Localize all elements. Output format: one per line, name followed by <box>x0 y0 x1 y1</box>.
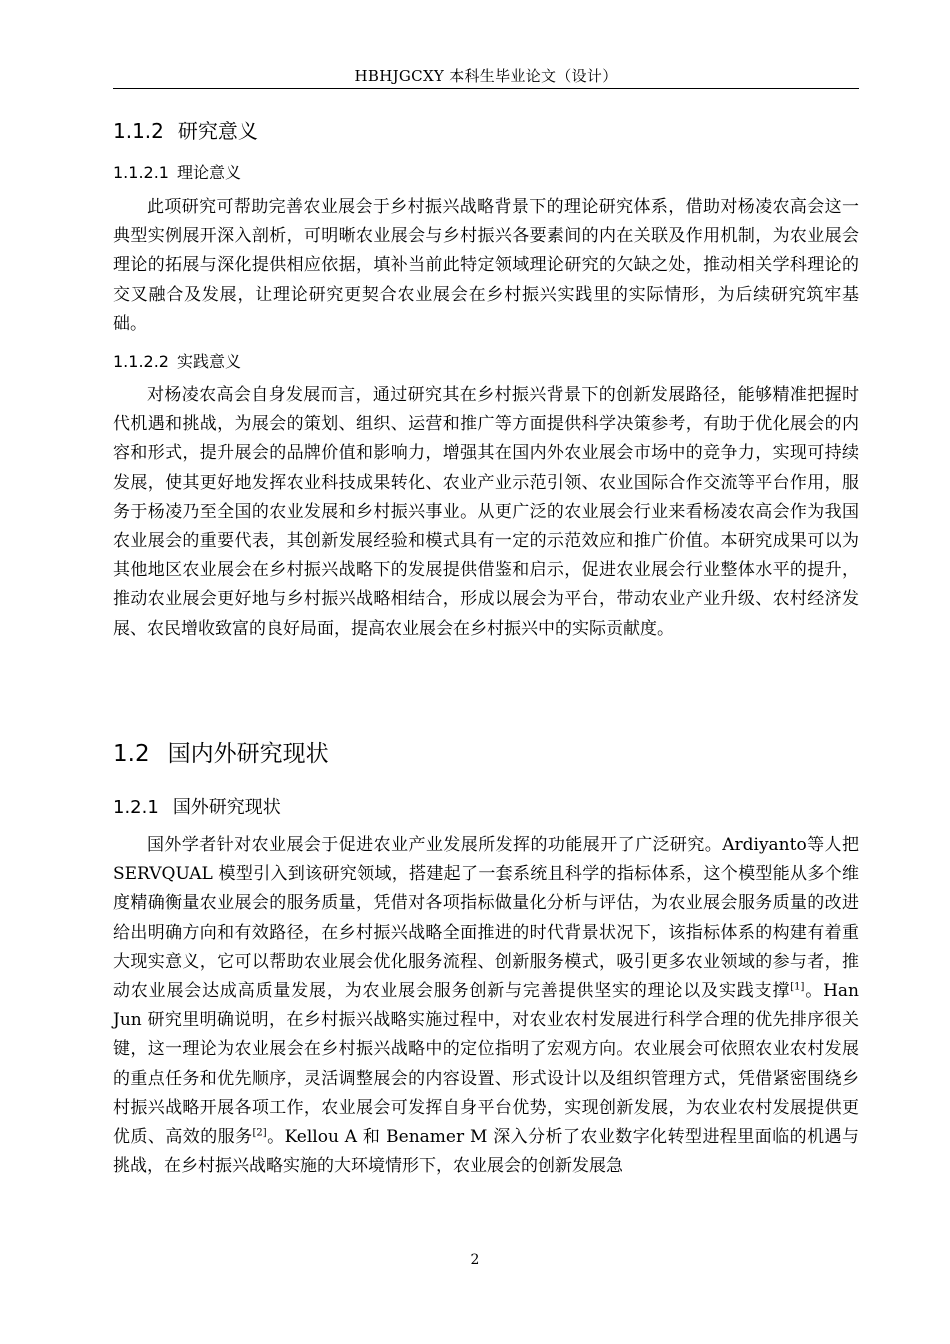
page-number: 2 <box>470 1252 480 1268</box>
heading-1-1-2-2 <box>113 351 241 373</box>
header-rule <box>113 88 859 89</box>
running-header: HBHJGCXY 本科生毕业论文（设计） <box>354 67 618 85</box>
citation-2[interactable]: [2] <box>252 1127 267 1139</box>
paragraph-text: 。Han Jun 研究里明确说明，在乡村振兴战略实施过程中，对农业农村发展进行科学合理的优先排序很关键，这一理论为农业展会在乡村振兴战略中的定位指明了宏观方向。农业展会可依照农业农村发展的重点任务和优先顺序，灵活调整展会的内容设置、形式设计以及组织管理方式，凭借紧密围绕乡村振兴战略开展各项工作，农业展会可发挥自身平台优势，实现创新发展，为农业农村发展提供更优质、高效的服务 <box>113 981 859 1148</box>
heading-number: 1.1.2.2 <box>113 352 169 371</box>
paragraph-foreign-research <box>113 831 859 1181</box>
heading-title: 国外研究现状 <box>172 797 281 818</box>
heading-1-2-1 <box>113 796 281 820</box>
heading-title: 研究意义 <box>177 119 258 143</box>
heading-number: 1.2 <box>113 741 150 767</box>
paragraph-text: 。Kellou A 和 Benamer M 深入分析了农业数字化转型进程里面临的机遇与挑战，在乡村振兴战略实施的大环境情形下，农业展会的创新发展急 <box>113 1127 859 1177</box>
heading-title: 理论意义 <box>176 163 241 182</box>
heading-number: 1.1.2.1 <box>113 163 169 182</box>
heading-number: 1.1.2 <box>113 119 164 143</box>
paragraph-practical-significance: 对杨凌农高会自身发展而言，通过研究其在乡村振兴背景下的创新发展路径，能够精准把握时代机遇和挑战，为展会的策划、组织、运营和推广等方面提供科学决策参考，有助于优化展会的内容和形式，提升展会的品牌价值和影响力，增强其在国内外农业展会市场中的竞争力，实现可持续发展，使其更好地发挥农业科技成果转化、农业产业示范引领、农业国际合作交流等平台作用，服务于杨凌乃至全国的农业发展和乡村振兴事业。从更广泛的农业展会行业来看杨凌农高会作为我国农业展会的重要代表，其创新发展经验和模式具有一定的示范效应和推广价值。本研究成果可以为其他地区农业展会在乡村振兴战略下的发展提供借鉴和启示，促进农业展会行业整体水平的提升，推动农业展会更好地与乡村振兴战略相结合，形成以展会为平台，带动农业产业升级、农村经济发展、农民增收致富的良好局面，提高农业展会在乡村振兴中的实际贡献度。 <box>113 385 859 639</box>
heading-title: 实践意义 <box>176 352 241 371</box>
heading-number: 1.2.1 <box>113 797 159 818</box>
heading-1-1-2 <box>113 118 258 144</box>
heading-1-1-2-1 <box>113 162 241 184</box>
heading-title: 国内外研究现状 <box>167 741 329 767</box>
citation-1[interactable]: [1] <box>790 981 805 993</box>
paragraph-text: 国外学者针对农业展会于促进农业产业发展所发挥的功能展开了广泛研究。Ardiyanto等人把 SERVQUAL 模型引入到该研究领域，搭建起了一套系统且科学的指标体系，这个模型能从多个维度精确衡量农业展会的服务质量，凭借对各项指标做量化分析与评估，为农业展会服务质量的改进给出明确方向和有效路径，在乡村振兴战略全面推进的时代背景状况下，该指标体系的构建有着重大现实意义，它可以帮助农业展会优化服务流程、创新服务模式，吸引更多农业领域的参与者，推动农业展会达成高质量发展，为农业展会服务创新与完善提供坚实的理论以及实践支撑 <box>113 835 859 1002</box>
paragraph-theoretical-significance: 此项研究可帮助完善农业展会于乡村振兴战略背景下的理论研究体系，借助对杨凌农高会这一典型实例展开深入剖析，可明晰农业展会与乡村振兴各要素间的内在关联及作用机制，为农业展会理论的拓展与深化提供相应依据，填补当前此特定领域理论研究的欠缺之处，推动相关学科理论的交叉融合及发展，让理论研究更契合农业展会在乡村振兴实践里的实际情形，为后续研究筑牢基础。 <box>113 197 859 334</box>
heading-1-2 <box>113 739 329 769</box>
